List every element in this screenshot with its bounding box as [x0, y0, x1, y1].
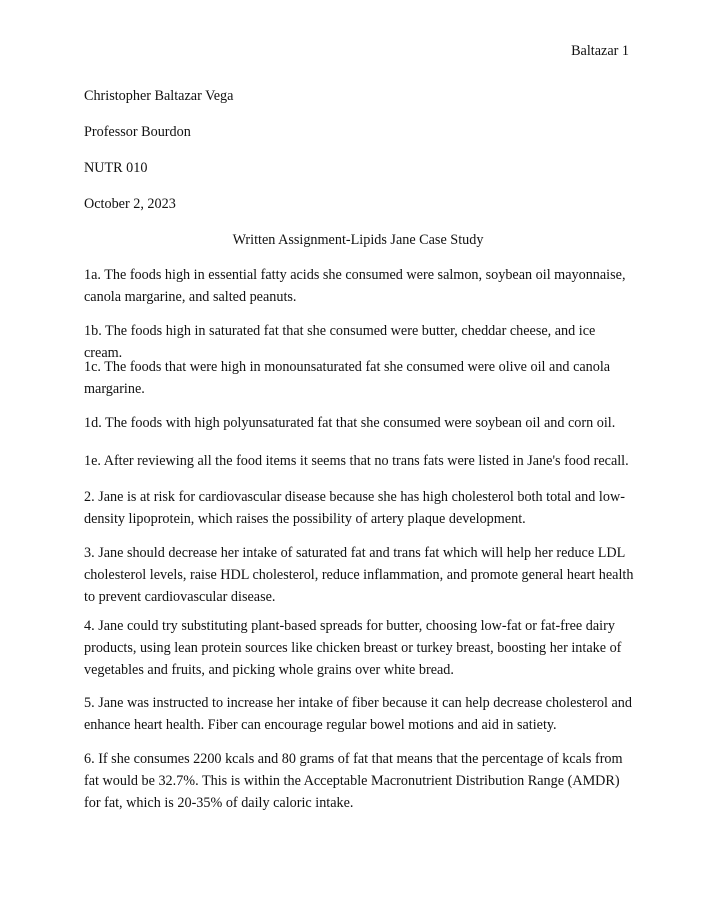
course-code: NUTR 010 — [84, 160, 148, 176]
student-name: Christopher Baltazar Vega — [84, 88, 234, 104]
answer-4: 4. Jane could try substituting plant-based spreads for butter, choosing low-fat or fat-free dairy products, using lean protein sources like chicken breast or turkey breast, boosting her intake of vegetables and fruits, and picking whole grains over white bread. — [84, 618, 622, 678]
assignment-date: October 2, 2023 — [84, 196, 176, 212]
answer-6: 6. If she consumes 2200 kcals and 80 grams of fat that means that the percentage of kcals from fat would be 32.7%. This is within the Acceptable Macronutrient Distribution Range (AMDR) for fat, which is 20-35% of daily caloric intake. — [84, 751, 623, 811]
answer-5: 5. Jane was instructed to increase her intake of fiber because it can help decrease cholesterol and enhance heart health. Fiber can encourage regular bowel motions and aid in satiety. — [84, 695, 632, 733]
running-head: Baltazar 1 — [571, 43, 629, 59]
professor-name: Professor Bourdon — [84, 124, 191, 140]
answer-2: 2. Jane is at risk for cardiovascular disease because she has high cholesterol both total and low-density lipoprotein, which raises the possibility of artery plaque development. — [84, 489, 625, 527]
answer-1b: 1b. The foods high in saturated fat that she consumed were butter, cheddar cheese, and ice cream. — [84, 323, 596, 361]
document-title: Written Assignment-Lipids Jane Case Study — [232, 232, 484, 248]
answer-3: 3. Jane should decrease her intake of saturated fat and trans fat which will help her reduce LDL cholesterol levels, raise HDL cholesterol, reduce inflammation, and promote general heart health to prevent cardiovascular disease. — [84, 545, 634, 605]
answer-1a: 1a. The foods high in essential fatty acids she consumed were salmon, soybean oil mayonnaise, canola margarine, and salted peanuts. — [84, 267, 626, 305]
answer-1c: 1c. The foods that were high in monounsaturated fat she consumed were olive oil and canola margarine. — [84, 359, 611, 397]
answer-1e: 1e. After reviewing all the food items it seems that no trans fats were listed in Jane's food recall. — [84, 453, 629, 469]
answer-1d: 1d. The foods with high polyunsaturated fat that she consumed were soybean oil and corn oil. — [84, 415, 616, 431]
